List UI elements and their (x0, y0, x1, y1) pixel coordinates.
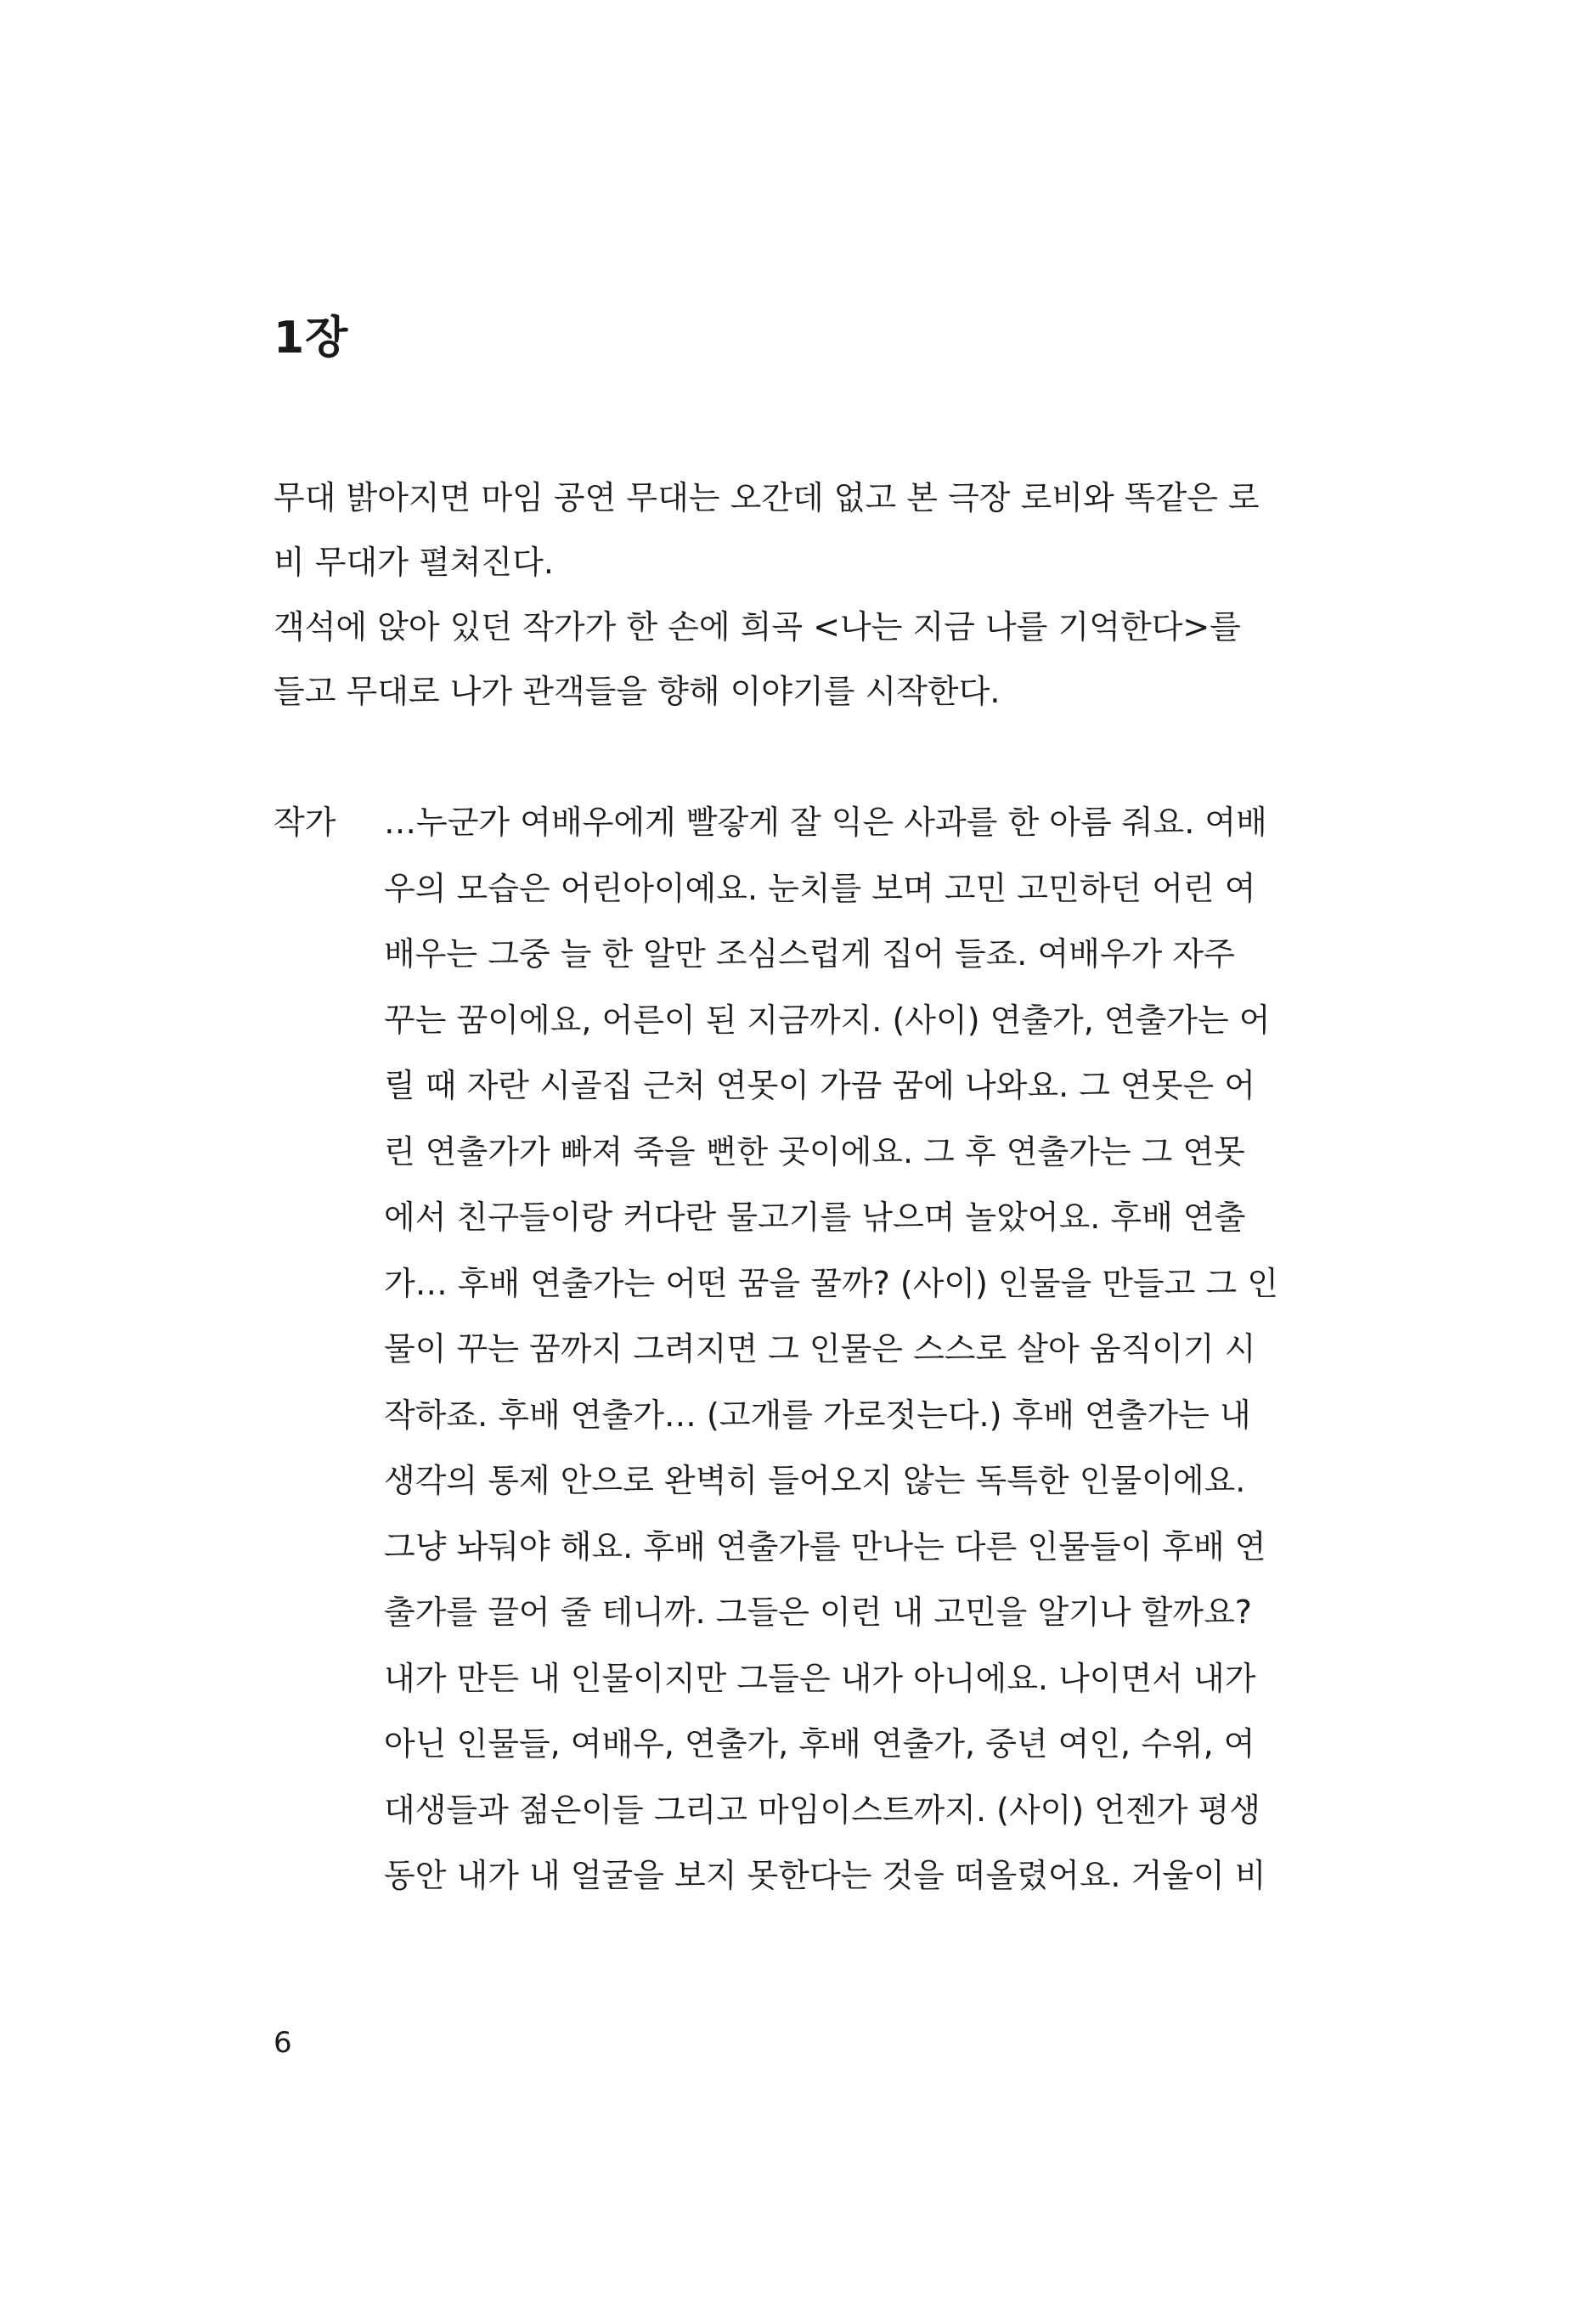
speech-line: …누군가 여배우에게 빨갛게 잘 익은 사과를 한 아름 줘요. 여배 (384, 804, 1267, 841)
speech-line: 그냥 놔둬야 해요. 후배 연출가를 만나는 다른 인물들이 후배 연 (384, 1527, 1266, 1565)
speech-line: 아닌 인물들, 여배우, 연출가, 후배 연출가, 중년 여인, 수위, 여 (384, 1725, 1255, 1763)
speaker-name: 작가 (274, 804, 336, 841)
chapter-title: 1장 (274, 313, 349, 364)
stage-direction-line: 들고 무대로 나가 관객들을 향해 이야기를 시작한다. (274, 673, 1001, 710)
speech-line: 물이 꾸는 꿈까지 그려지면 그 인물은 스스로 살아 움직이기 시 (384, 1330, 1256, 1368)
speech-line: 배우는 그중 늘 한 알만 조심스럽게 집어 들죠. 여배우가 자주 (384, 935, 1235, 973)
speech-line: 생각의 통제 안으로 완벽히 들어오지 않는 독특한 인물이에요. (384, 1462, 1246, 1499)
page-number: 6 (274, 2026, 292, 2060)
stage-direction-line: 비 무대가 펼쳐진다. (274, 544, 554, 581)
speech-line: 릴 때 자란 시골집 근처 연못이 가끔 꿈에 나와요. 그 연못은 어 (384, 1067, 1255, 1104)
speech-text (384, 790, 1278, 1909)
speech-line: 가… 후배 연출가는 어떤 꿈을 꿀까? (사이) 인물을 만들고 그 인 (384, 1264, 1278, 1302)
stage-direction-line: 객석에 앉아 있던 작가가 한 손에 희곡 <나는 지금 나를 기억한다>를 (274, 608, 1241, 646)
speech-line: 출가를 끌어 줄 테니까. 그들은 이런 내 고민을 알기나 할까요? (384, 1593, 1252, 1631)
speech-line: 에서 친구들이랑 커다란 물고기를 낚으며 놀았어요. 후배 연출 (384, 1199, 1246, 1236)
stage-direction (274, 465, 1272, 724)
speech-line: 린 연출가가 빠져 죽을 뻔한 곳이에요. 그 후 연출가는 그 연못 (384, 1132, 1245, 1170)
stage-direction-line: 무대 밝아지면 마임 공연 무대는 오간데 없고 본 극장 로비와 똑같은 로 (274, 479, 1260, 516)
speech-line: 대생들과 젊은이들 그리고 마임이스트까지. (사이) 언젠가 평생 (384, 1791, 1260, 1829)
speech-line: 동안 내가 내 얼굴을 보지 못한다는 것을 떠올렸어요. 거울이 비 (384, 1857, 1266, 1894)
speech-line: 꾸는 꿈이에요, 어른이 된 지금까지. (사이) 연출가, 연출가는 어 (384, 1001, 1271, 1039)
speech-line: 우의 모습은 어린아이예요. 눈치를 보며 고민 고민하던 어린 여 (384, 869, 1256, 907)
speech-line: 내가 만든 내 인물이지만 그들은 내가 아니에요. 나이면서 내가 (384, 1659, 1256, 1697)
speech-line: 작하죠. 후배 연출가… (고개를 가로젓는다.) 후배 연출가는 내 (384, 1396, 1251, 1434)
